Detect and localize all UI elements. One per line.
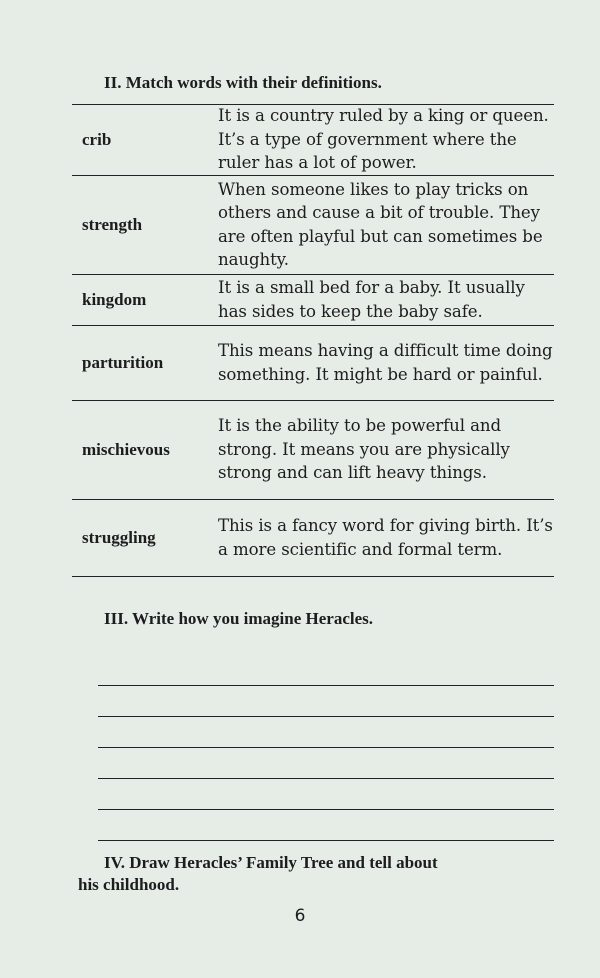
writing-line[interactable] (98, 779, 554, 810)
writing-line[interactable] (98, 717, 554, 748)
match-word: kingdom (82, 290, 147, 309)
table-row (72, 104, 554, 175)
section-2-heading: II. Match words with their definitions. (104, 73, 382, 92)
table-row (72, 175, 554, 274)
section-4-heading: IV. Draw Heracles’ Family Tree and tell about (104, 853, 438, 872)
page-number: 6 (294, 906, 306, 926)
writing-line[interactable] (98, 748, 554, 779)
writing-line[interactable] (98, 655, 554, 686)
writing-line[interactable] (98, 686, 554, 717)
match-definition: This means having a difficult time doing something. It might be hard or painful. (218, 341, 553, 384)
match-word: mischievous (82, 440, 170, 459)
matching-table (72, 104, 554, 577)
table-row (72, 400, 554, 499)
match-word: struggling (82, 528, 156, 547)
table-row (72, 325, 554, 400)
match-definition: When someone likes to play tricks on others and cause a bit of trouble. They are often playful but can sometimes be naughty. (218, 179, 543, 269)
match-definition: It is a country ruled by a king or queen. It’s a type of government where the ruler has a lot of power. (218, 106, 549, 173)
table-row (72, 274, 554, 325)
section-4-heading-continued: his childhood. (78, 875, 180, 894)
match-word: strength (82, 215, 143, 234)
match-definition: It is a small bed for a baby. It usually has sides to keep the baby safe. (218, 278, 525, 321)
table-row (72, 499, 554, 577)
match-definition: It is the ability to be powerful and strong. It means you are physically strong and can lift heavy things. (218, 416, 510, 483)
match-word: crib (82, 130, 112, 149)
section-3-heading: III. Write how you imagine Heracles. (104, 609, 373, 628)
match-definition: This is a fancy word for giving birth. It’s a more scientific and formal term. (218, 516, 553, 559)
writing-line[interactable] (98, 810, 554, 841)
writing-lines (98, 655, 554, 841)
match-word: parturition (82, 353, 164, 372)
